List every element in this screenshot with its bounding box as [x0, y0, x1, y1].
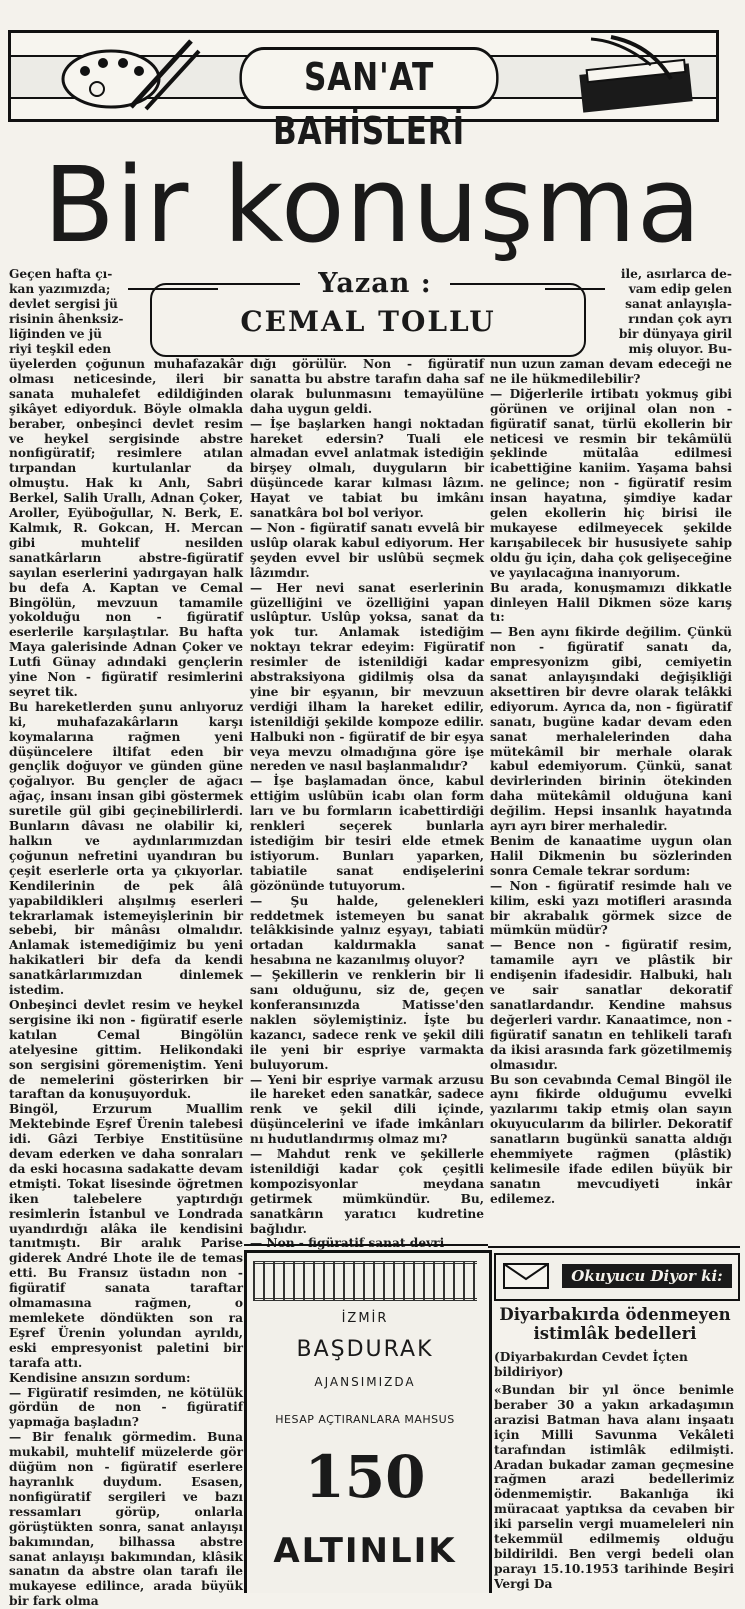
ad-ornament	[253, 1261, 477, 1301]
ad-amount: 150	[304, 1443, 426, 1511]
letter-subtitle: (Diyarbakırdan Cevdet İçten bildiriyor)	[494, 1350, 688, 1379]
article-column-1: üyelerden çoğunun muhafazakâr olması neticesinde, ileri bir sanata muhalefet edildiğinden şikâyet ediyorduk. Böyle olmakla beraber, onbeşinci devlet resim ve heykel sergisinde abstre nonfigüratif; resimlere atılan tırpandan kurtulanlar da olmuştu. Hak kı Anlı, Sabri Berkel, Salih Urallı, Adnan Çoker, Aroller, Eyüboğullar, N. Berk, E. Kalmık, R. Gokcan, H. Mercan gibi muhtelif nesilden sanatkârların abstre-figüratif sayılan eserlerini yadırgayan halk bu defa A. Kaptan ve Cemal Bingölün, mevzuun tamamile yokolduğu non - figüratif eserlerile karşılaştılar. Bu hafta Maya galerisinde Adnan Çoker ve Lutfi Günay adındaki gençlerin yine Non - figüratif resimlerini seyret tik. Bu hareketlerden şunu anlıyoruz ki, muhafazakârların karşı koymalarına rağmen yeni düşüncelere iltifat eden bir gençlik doğuyor ve günden güne çoğalıyor. Bu gençler de ağacı ağaç, insanı insan gibi göstermek suretile gül gibi geçinebilirlerdi. Bunların dâvası ne olabilir ki, halkın ve aydınlarımızdan çoğunun nefretini uyandıran bu çeşit eserlerle orta ya çıkıyorlar. Kendilerinin de pek âlâ yapabildikleri alışılmış eserleri tekrarlamak istemeyişlerinin bir sebebi, bir mânâsı olmalıdır. Anlamak istemediğimiz bu yeni hakikatleri bir defa da kendi sanatkârlarımızdan dinlemek istedim. Onbeşinci devlet resim ve heykel sergisine iki non - figüratif eserle katılan Cemal Bingölün atelyesine gittim. Helikondaki son sergisini göremeniştim. Yeni de nemelerini gösterirken bir taraftan da konuşuyorduk. Bingöl, Erzurum Muallim Mektebinde Eşref Ürenin talebesi idi. Gâzi Terbiye Enstitüsüne devam ederken ve daha sonraları da eski hocasına sadakatte devam etmişti. Tokat lisesinde öğretmen iken talebelere yaptırdığı resimlerin İstanbul ve Londrada uyandırdığı alâka ile kendisini tanıtmıştı. Bir aralık Parise giderek André Lhote ile de temas etti. Bu Fransız üstadın non - figüratif sanata taraftar olmamasına rağmen, o memlekete döndükten son ra Eşref Ürenin yolundan ayrıldı, eski empresyonist paletini bir tarafa attı. Kendisine ansızın sordum: — Figüratif resimden, ne kötülük gördün de non - figüratif yapmağa başladın? — Bir fenalık görmedim. Buna mukabil, muhtelif müzelerde gör düğüm non - figüratif eserlere hayranlık duydum. Esasen, nonfigüratif sergileri ve bazı ressamları görüp, onlarla görüştükten sonra, sanat anlayışı bakımından, bilhassa abstre sanat anlayışı bakımından, klâsik sanatın da abstre olan tarafı ile mukayese edilince, arada büyük bir fark olma	[9, 357, 243, 1609]
letters-divider	[488, 1246, 740, 1248]
byline-rule-left	[128, 288, 218, 290]
ad-agency: AJANSIMIZDA	[314, 1375, 416, 1389]
section-banner	[8, 30, 719, 153]
letters-header	[494, 1253, 740, 1301]
ad-city: İZMİR	[341, 1311, 389, 1326]
intro-right-text: ile, asırlarca de- vam edip gelen sanat anlayışla- rından çok ayrı bir dünyaya giril miş oluyor. Bu-	[618, 267, 732, 356]
intro-left-text: Geçen hafta çı- kan yazımızda; devlet sergisi jü risinin âhenksiz- liğinden ve jü riyi teşkil eden	[9, 267, 124, 356]
article-column-3: nun uzun zaman devam edeceği ne ne ile hükmedilebilir? — Diğerlerile irtibatı yokmuş gibi görünen ve orijinal olan non - figüratif sanat, türlü ekollerin bir neticesi ve resmin bir tekâmülü şeklinde mütalâa edilmesi icabettiğine kaniim. Yaşama bahsi ne gelince; non - figüratif resim insan hayatına, şimdiye kadar gelen ekollerin hiç birisi ile mukayese edilmeyecek şekilde karışabilecek bir hususiyete sahip oldu ğu için, daha çok gelişeceğine ve yayılacağına inanıyorum. Bu arada, konuşmamızı dikkatle dinleyen Halil Dikmen söze karış tı: — Ben aynı fikirde değilim. Çünkü non - figüratif sanatı da, empresyonizm gibi, cemiyetin sanat anlayışındaki değişikliği aksettiren bir devre olarak telâkki ediyorum. Ayrıca da, non - figüratif sanatı, bugüne kadar devam eden sanat merhalelerinden daha mütekâmil bir merhale olarak kabul edemiyorum. Çünkü, sanat devirlerinden birinin ötekinden daha mütekâmil olduğuna kani değilim. Hepsi insanlık hayatında ayrı ayrı birer merhaledir. Benim de kanaatime uygun olan Halil Dikmenin bu sözlerinden sonra Cemale tekrar sordum: — Non - figüratif resimde halı ve kilim, eski yazı motifleri arasında bir akrabalık görmek sizce de mümkün müdür? — Bence non - figüratif resim, tamamile ayrı ve plâstik bir endişenin ifadesidir. Halbuki, halı ve sair sanatlar dekoratif sanatlardandır. Kendine mahsus değerleri vardır. Kanaatimce, non - figüratif sanatın en tehlikeli tarafı da ikisi arasında fark gözetilmemiş olmasıdır. Bu son cevabında Cemal Bingöl ile aynı fikirde olduğumu evvelki yazılarımı takip etmiş olan sayın okuyucularım da bilirler. Dekoratif sanatların bugünkü sanatta aldığı ehemmiyete rağmen (plâstik) kelimesile ifade edilen büyük bir sanatın mevcudiyeti inkâr edilemez.	[490, 357, 732, 1206]
byline-label: Yazan :	[300, 268, 450, 299]
ad-word: ALTINLIK	[273, 1531, 457, 1571]
letter-title: Diyarbakırda ödenmeyen istimlâk bedelleri	[499, 1305, 731, 1343]
author-name: CEMAL TOLLU	[240, 305, 496, 338]
banner-title: SAN'AT BAHİSLERİ	[239, 47, 498, 109]
headline: Bir konuşma	[43, 144, 702, 266]
ad-name: BAŞDURAK	[296, 1337, 434, 1362]
ad-description: HESAP AÇTIRANLARA MAHSUS	[275, 1413, 455, 1426]
article-column-2: dığı görülür. Non - figüratif sanatta bu abstre tarafın daha saf olarak bulunmasını temayülüne daha uygun geldi. — İşe başlarken hangi noktadan hareket edersin? Tuali ele almadan evvel anlatmak istediğin birşey olmalı, duyguların bir düşüncede karar kılması lâzım. Hayat ve tabiat bu imkânı sanatkâra bol bol veriyor. — Non - figüratif sanatı evvelâ bir uslûp olarak kabul ediyorum. Her şeyden evvel bir uslûbü seçmek lâzımdır. — Her nevi sanat eserlerinin güzelliğini ve özelliğini yapan uslûptur. Uslûp yoksa, sanat da yok tur. Anlamak istediğim noktayı tekrar edeyim: Figüratif resimler de istenildiği kadar abstraksiyona gidilmiş olsa da yine bir eşyanın, bir mevzuun verdiği ilham la hareket edilir, istenildiği şekilde kompoze edilir. Halbuki non - figüratif de bir eşya veya mevzu olmadığına göre işe nereden ve nasıl başlanmalıdır? — İşe başlamadan önce, kabul ettiğim uslûbün icabı olan form ları ve bu formların icabettirdiği renkleri seçerek bunlarla istediğim bir tesiri elde etmek istiyorum. Bunları yaparken, tabiatile sanat endişelerini gözönünde tutuyorum. — Şu halde, gelenekleri reddetmek istemeyen bu sanat telâkkisinde yalnız eşyayı, tabiati ortadan kaldırmakla sanat hesabına ne kazanılmış oluyor? — Şekillerin ve renklerin bir li sanı olduğunu, siz de, geçen konferansınızda Matisse'den naklen söylemiştiniz. İşte bu kazancı, sadece renk ve şekil dili ile yeni bir espriye varmakta buluyorum. — Yeni bir espriye varmak arzusu ile hareket eden sanatkâr, sadece renk ve şekil dili içinde, düşüncelerini ve ifade imkânları nı hudutlandırmış olmaz mı? — Mahdut renk ve şekillerle istenildiği kadar çok çeşitli kompozisyonlar meydana getirmek mümkündür. Bu, sanatkârın yaratıcı kudretine bağlıdır.	[250, 357, 484, 1236]
byline-rule-right	[545, 288, 605, 290]
letters-label: Okuyucu Diyor ki:	[562, 1264, 732, 1288]
letter-body: «Bundan bir yıl önce benimle beraber 30 a yakın arkadaşımın arazisi Batman hava alanı inşaatı için Milli Savunma Vekâleti tarafından istimlâk edilmişti. Aradan bukadar zaman geçmesine rağmen arazi bedellerimiz ödenmemiştir. Bakanlığa iki müracaat yaptıksa da cevaben bir iki parselin vergi muameleleri nin tekemmül edilmemiş olduğu bildirildi. Ben vergi bedeli olan parayı 15.10.1953 tarihinde Beşiri Vergi Da	[494, 1383, 734, 1591]
ad-divider	[244, 1244, 488, 1246]
envelope-icon	[502, 1261, 552, 1291]
palette-icon	[51, 37, 201, 113]
book-quill-icon	[551, 35, 711, 115]
bank-advertisement	[244, 1250, 492, 1593]
